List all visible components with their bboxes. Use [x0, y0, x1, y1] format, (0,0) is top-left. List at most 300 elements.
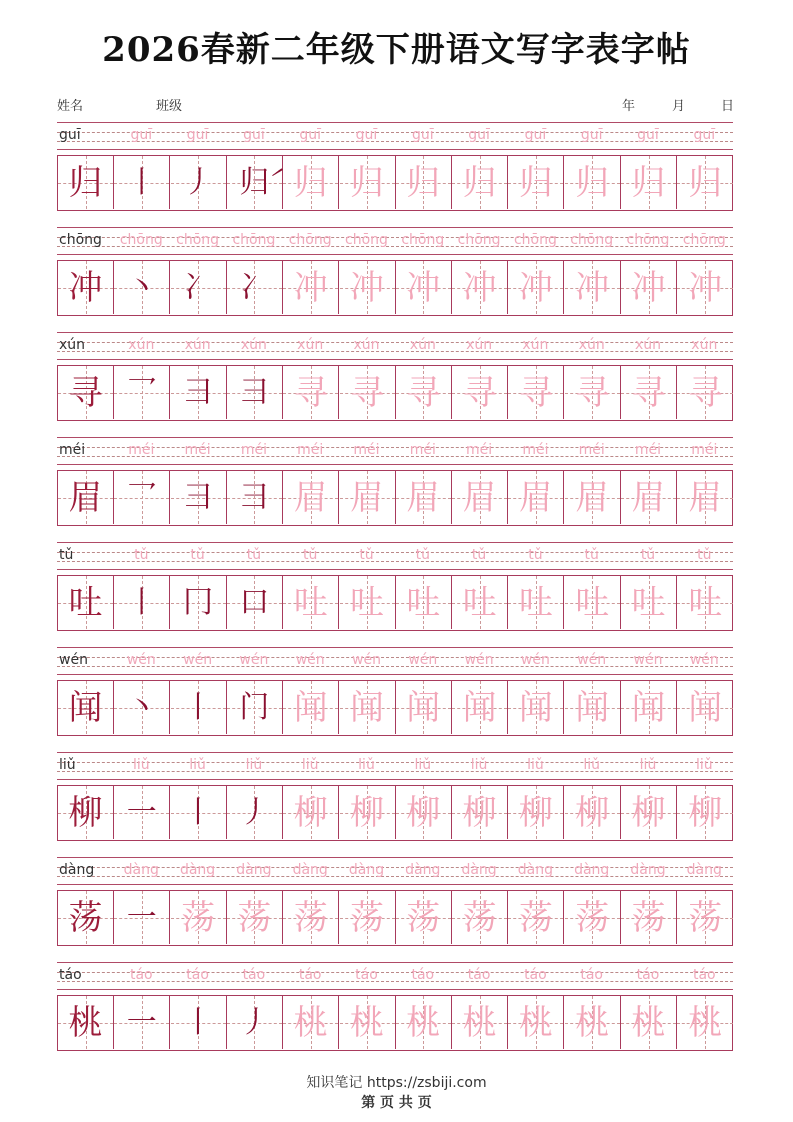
pinyin-trace: dàng [574, 862, 610, 878]
writing-cell[interactable] [58, 471, 114, 524]
trace-character: 归 [293, 162, 328, 203]
stroke-step: 丶 [126, 269, 157, 305]
month-label: 月 [672, 99, 686, 114]
writing-cell[interactable] [621, 471, 677, 524]
pinyin-row [57, 647, 733, 675]
pinyin-trace: xún [691, 337, 718, 353]
writing-cell[interactable] [452, 786, 508, 839]
pinyin-trace: táo [298, 967, 322, 983]
pinyin-trace: méi [578, 442, 605, 458]
writing-cell[interactable] [621, 891, 677, 944]
stroke-step: 一 [126, 794, 157, 830]
writing-cell[interactable] [283, 366, 339, 419]
writing-cell[interactable] [508, 786, 564, 839]
writing-cell[interactable] [227, 261, 283, 314]
writing-cell[interactable] [114, 576, 170, 629]
writing-cell[interactable] [396, 576, 452, 629]
writing-cell[interactable] [396, 156, 452, 209]
trace-character: 桃 [518, 1002, 553, 1043]
pinyin-trace: xún [240, 337, 267, 353]
pinyin-trace: liǔ [527, 757, 544, 773]
stroke-step: 丿 [183, 164, 214, 200]
pinyin-trace: liǔ [695, 757, 713, 773]
trace-character: 眉 [575, 477, 610, 518]
trace-character: 归 [631, 162, 666, 203]
writing-cell[interactable] [677, 471, 733, 524]
pinyin-trace: chōng [345, 232, 388, 248]
writing-cell[interactable] [227, 366, 283, 419]
stroke-step: 丨 [183, 689, 214, 725]
writing-cell[interactable] [565, 891, 621, 944]
trace-character: 闻 [350, 687, 384, 728]
pinyin-trace: guī [637, 127, 659, 143]
pinyin-trace: tǔ [528, 547, 543, 563]
writing-cell[interactable] [677, 576, 733, 629]
stroke-step: 一 [126, 1004, 157, 1040]
practice-row [57, 752, 733, 844]
writing-cell[interactable] [396, 471, 452, 524]
writing-cell[interactable] [677, 681, 733, 734]
pinyin-trace: liǔ [414, 757, 432, 773]
pinyin-trace: guī [299, 127, 322, 143]
writing-cell[interactable] [340, 996, 396, 1049]
trace-character: 眉 [406, 477, 441, 518]
model-character: 吐 [68, 582, 103, 623]
writing-cell[interactable] [114, 996, 170, 1049]
writing-cell[interactable] [621, 786, 677, 839]
pinyin-trace: méi [240, 442, 267, 458]
model-character: 寻 [68, 372, 103, 413]
year-label: 年 [622, 99, 636, 114]
pinyin-trace: tǔ [190, 547, 205, 563]
writing-cell[interactable] [565, 996, 621, 1049]
writing-cell[interactable] [508, 471, 564, 524]
writing-cell[interactable] [283, 996, 339, 1049]
writing-cell[interactable] [565, 681, 621, 734]
pinyin-trace: dàng [405, 862, 441, 878]
trace-character: 柳 [293, 792, 328, 833]
writing-cell[interactable] [565, 156, 621, 209]
writing-cell[interactable] [677, 786, 733, 839]
writing-cell[interactable] [58, 996, 114, 1049]
pinyin-trace: méi [184, 442, 211, 458]
trace-character: 柳 [406, 792, 441, 833]
writing-cell[interactable] [227, 996, 283, 1049]
writing-cell[interactable] [114, 156, 170, 209]
writing-cell[interactable] [565, 786, 621, 839]
writing-cell[interactable] [58, 576, 114, 629]
pinyin-trace: xún [578, 337, 605, 353]
writing-cell[interactable] [171, 261, 227, 314]
pinyin-trace: dàng [686, 862, 722, 878]
pinyin-trace: tǔ [134, 547, 149, 563]
writing-cell[interactable] [508, 996, 564, 1049]
stroke-step: ⺕ [183, 479, 214, 515]
trace-character: 闻 [575, 687, 610, 728]
pinyin-trace: táo [411, 967, 435, 983]
practice-row [57, 332, 733, 424]
writing-cell[interactable] [621, 366, 677, 419]
trace-character: 荡 [181, 897, 216, 938]
writing-grid [57, 575, 733, 631]
stroke-step: 丨 [183, 1004, 214, 1040]
writing-cell[interactable] [396, 366, 452, 419]
practice-row [57, 227, 733, 319]
stroke-step: 丶 [126, 689, 157, 725]
pinyin-trace: tǔ [584, 547, 599, 563]
trace-character: 桃 [631, 1002, 666, 1043]
trace-character: 寻 [293, 372, 328, 413]
writing-cell[interactable] [171, 996, 227, 1049]
trace-character: 闻 [688, 687, 723, 728]
pinyin-trace: wén [239, 652, 269, 668]
writing-cell[interactable] [677, 996, 733, 1049]
trace-character: 归 [575, 162, 610, 203]
writing-cell[interactable] [58, 891, 114, 944]
stroke-step: ⺕ [239, 479, 270, 515]
trace-character: 桃 [575, 1002, 610, 1043]
stroke-step: 口 [239, 584, 270, 620]
writing-cell[interactable] [621, 681, 677, 734]
writing-cell[interactable] [114, 891, 170, 944]
trace-character: 眉 [350, 477, 384, 518]
writing-cell[interactable] [171, 471, 227, 524]
writing-cell[interactable] [396, 681, 452, 734]
writing-cell[interactable] [171, 891, 227, 944]
practice-row [57, 122, 733, 214]
pinyin-row [57, 857, 733, 885]
trace-character: 桃 [350, 1002, 384, 1043]
writing-cell[interactable] [283, 471, 339, 524]
pinyin-trace: méi [522, 442, 549, 458]
writing-cell[interactable] [283, 681, 339, 734]
writing-cell[interactable] [114, 681, 170, 734]
pinyin-trace: tǔ [415, 547, 430, 563]
writing-cell[interactable] [283, 261, 339, 314]
pinyin-trace: dàng [236, 862, 272, 878]
writing-cell[interactable] [58, 681, 114, 734]
pinyin-row [57, 437, 733, 465]
pinyin-trace: chōng [513, 232, 557, 248]
writing-cell[interactable] [114, 261, 170, 314]
writing-cell[interactable] [621, 156, 677, 209]
writing-cell[interactable] [508, 681, 564, 734]
footer-page: 第 页 共 页 [361, 1095, 432, 1111]
practice-row [57, 857, 733, 949]
pinyin-trace: táo [580, 967, 603, 983]
trace-character: 荡 [293, 897, 328, 938]
writing-cell[interactable] [508, 366, 564, 419]
trace-character: 荡 [575, 897, 610, 938]
trace-character: 冲 [406, 267, 441, 308]
pinyin-trace: dàng [123, 862, 159, 878]
trace-character: 冲 [462, 267, 497, 308]
trace-character: 荡 [237, 897, 272, 938]
writing-cell[interactable] [283, 891, 339, 944]
writing-cell[interactable] [340, 156, 396, 209]
writing-cell[interactable] [340, 681, 396, 734]
model-character: 眉 [68, 477, 103, 518]
footer-site: 知识笔记 https://zsbiji.com [306, 1075, 487, 1091]
trace-character: 寻 [631, 372, 666, 413]
pinyin-trace: wén [520, 652, 550, 668]
writing-grid [57, 365, 733, 421]
trace-character: 冲 [518, 267, 553, 308]
pinyin-trace: tǔ [697, 547, 712, 563]
pinyin-label: chōng [59, 232, 102, 248]
writing-cell[interactable] [452, 681, 508, 734]
writing-cell[interactable] [227, 156, 283, 209]
trace-character: 吐 [293, 582, 328, 623]
trace-character: 吐 [462, 582, 497, 623]
pinyin-row [57, 962, 733, 990]
writing-grid [57, 470, 733, 526]
writing-cell[interactable] [171, 681, 227, 734]
pinyin-trace: guī [130, 127, 153, 143]
writing-cell[interactable] [58, 156, 114, 209]
trace-character: 荡 [350, 897, 384, 938]
writing-cell[interactable] [227, 576, 283, 629]
writing-cell[interactable] [452, 261, 508, 314]
stroke-step: 乛 [126, 374, 157, 410]
pinyin-trace: méi [353, 442, 380, 458]
trace-character: 寻 [462, 372, 497, 413]
writing-cell[interactable] [227, 471, 283, 524]
writing-grid [57, 890, 733, 946]
trace-character: 荡 [518, 897, 553, 938]
writing-cell[interactable] [508, 576, 564, 629]
trace-character: 吐 [631, 582, 666, 623]
trace-character: 冲 [631, 267, 666, 308]
pinyin-trace: méi [409, 442, 436, 458]
pinyin-trace: guī [580, 127, 603, 143]
stroke-step: 一 [126, 899, 157, 935]
pinyin-trace: xún [634, 337, 662, 353]
trace-character: 眉 [518, 477, 553, 518]
pinyin-row [57, 752, 733, 780]
pinyin-trace: dàng [517, 862, 553, 878]
writing-cell[interactable] [340, 261, 396, 314]
name-label: 姓名 [57, 99, 84, 114]
pinyin-trace: dàng [461, 862, 497, 878]
trace-character: 吐 [575, 582, 610, 623]
pinyin-row [57, 227, 733, 255]
pinyin-trace: xún [409, 337, 436, 353]
pinyin-trace: tǔ [246, 547, 262, 563]
writing-cell[interactable] [340, 786, 396, 839]
pinyin-trace: chōng [401, 232, 445, 248]
writing-cell[interactable] [452, 891, 508, 944]
stroke-step: 丿 [239, 1004, 270, 1040]
writing-cell[interactable] [621, 576, 677, 629]
writing-cell[interactable] [565, 471, 621, 524]
writing-cell[interactable] [227, 681, 283, 734]
writing-cell[interactable] [58, 786, 114, 839]
trace-character: 荡 [631, 897, 666, 938]
pinyin-trace: chōng [232, 232, 276, 248]
pinyin-label: méi [59, 442, 86, 458]
writing-cell[interactable] [677, 156, 733, 209]
pinyin-trace: chōng [176, 232, 220, 248]
stroke-step: 丨 [183, 794, 214, 830]
pinyin-trace: táo [355, 967, 378, 983]
pinyin-label: tǔ [59, 547, 74, 563]
pinyin-trace: táo [692, 967, 716, 983]
pinyin-trace: méi [466, 442, 493, 458]
writing-cell[interactable] [677, 261, 733, 314]
trace-character: 眉 [631, 477, 666, 518]
writing-cell[interactable] [171, 366, 227, 419]
writing-cell[interactable] [171, 786, 227, 839]
writing-cell[interactable] [452, 576, 508, 629]
writing-cell[interactable] [565, 576, 621, 629]
trace-character: 吐 [406, 582, 441, 623]
pinyin-trace: xún [128, 337, 155, 353]
trace-character: 柳 [518, 792, 553, 833]
stroke-step: 丿 [239, 794, 270, 830]
stroke-step: 丨 [126, 584, 157, 620]
pinyin-trace: chōng [626, 232, 670, 248]
writing-cell[interactable] [508, 261, 564, 314]
pinyin-trace: tǔ [359, 547, 374, 563]
writing-cell[interactable] [396, 261, 452, 314]
writing-cell[interactable] [283, 576, 339, 629]
trace-character: 冲 [688, 267, 723, 308]
writing-cell[interactable] [396, 891, 452, 944]
pinyin-trace: xún [466, 337, 493, 353]
trace-character: 闻 [462, 687, 497, 728]
practice-row [57, 647, 733, 739]
writing-cell[interactable] [171, 576, 227, 629]
writing-cell[interactable] [452, 366, 508, 419]
pinyin-trace: guī [243, 127, 265, 143]
trace-character: 冲 [350, 267, 384, 308]
pinyin-row [57, 122, 733, 150]
pinyin-trace: dàng [179, 862, 216, 878]
trace-character: 冲 [575, 267, 610, 308]
pinyin-trace: méi [691, 442, 718, 458]
pinyin-label: wén [59, 652, 88, 668]
pinyin-trace: xún [297, 337, 324, 353]
trace-character: 闻 [406, 687, 441, 728]
writing-cell[interactable] [677, 366, 733, 419]
writing-grid [57, 680, 733, 736]
pinyin-trace: guī [186, 127, 209, 143]
writing-cell[interactable] [677, 891, 733, 944]
pinyin-trace: dàng [292, 862, 328, 878]
writing-cell[interactable] [227, 891, 283, 944]
stroke-step: 乛 [126, 479, 157, 515]
practice-row [57, 437, 733, 529]
writing-cell[interactable] [114, 366, 170, 419]
trace-character: 归 [518, 162, 553, 203]
pinyin-trace: wén [633, 652, 663, 668]
model-character: 柳 [68, 792, 103, 833]
pinyin-trace: guī [468, 127, 490, 143]
pinyin-trace: wén [126, 652, 156, 668]
trace-character: 眉 [462, 477, 497, 518]
writing-cell[interactable] [565, 366, 621, 419]
pinyin-trace: tǔ [471, 547, 487, 563]
pinyin-trace: tǔ [303, 547, 318, 563]
writing-cell[interactable] [621, 996, 677, 1049]
pinyin-trace: liǔ [639, 757, 657, 773]
pinyin-trace: méi [128, 442, 155, 458]
pinyin-trace: liǔ [301, 757, 319, 773]
writing-cell[interactable] [283, 786, 339, 839]
writing-cell[interactable] [396, 996, 452, 1049]
writing-grid [57, 785, 733, 841]
writing-cell[interactable] [58, 366, 114, 419]
trace-character: 柳 [462, 792, 497, 833]
trace-character: 柳 [575, 792, 610, 833]
pinyin-trace: guī [693, 127, 716, 143]
pinyin-trace: táo [129, 967, 153, 983]
pinyin-trace: liǔ [583, 757, 601, 773]
pinyin-trace: méi [297, 442, 324, 458]
writing-cell[interactable] [283, 156, 339, 209]
practice-row [57, 542, 733, 634]
trace-character: 寻 [406, 372, 441, 413]
writing-cell[interactable] [565, 261, 621, 314]
pinyin-row [57, 542, 733, 570]
trace-character: 寻 [350, 372, 384, 413]
trace-character: 桃 [462, 1002, 497, 1043]
pinyin-trace: táo [524, 967, 547, 983]
writing-cell[interactable] [227, 786, 283, 839]
stroke-step: 冫 [183, 269, 214, 305]
day-label: 日 [721, 99, 735, 114]
writing-cell[interactable] [114, 786, 170, 839]
writing-grid [57, 260, 733, 316]
writing-cell[interactable] [452, 996, 508, 1049]
trace-character: 眉 [688, 477, 723, 518]
writing-cell[interactable] [340, 891, 396, 944]
pinyin-trace: xún [353, 337, 380, 353]
writing-cell[interactable] [396, 786, 452, 839]
trace-character: 柳 [631, 792, 666, 833]
writing-cell[interactable] [171, 156, 227, 209]
writing-cell[interactable] [508, 891, 564, 944]
writing-cell[interactable] [508, 156, 564, 209]
stroke-step: 冫 [239, 269, 270, 305]
writing-cell[interactable] [114, 471, 170, 524]
writing-cell[interactable] [340, 471, 396, 524]
model-character: 桃 [68, 1002, 103, 1043]
trace-character: 桃 [293, 1002, 328, 1043]
writing-cell[interactable] [340, 576, 396, 629]
trace-character: 闻 [631, 687, 666, 728]
stroke-step: 门 [239, 689, 270, 725]
pinyin-trace: táo [636, 967, 660, 983]
pinyin-label: dàng [59, 862, 95, 878]
trace-character: 荡 [688, 897, 723, 938]
writing-cell[interactable] [452, 471, 508, 524]
trace-character: 闻 [518, 687, 553, 728]
trace-character: 归 [462, 162, 497, 203]
writing-cell[interactable] [340, 366, 396, 419]
pinyin-trace: chōng [570, 232, 614, 248]
writing-cell[interactable] [452, 156, 508, 209]
writing-cell[interactable] [621, 261, 677, 314]
trace-character: 寻 [688, 372, 723, 413]
writing-cell[interactable] [58, 261, 114, 314]
stroke-step: ⺕ [183, 374, 214, 410]
pinyin-trace: dàng [348, 862, 385, 878]
pinyin-trace: wén [295, 652, 325, 668]
pinyin-trace: wén [464, 652, 494, 668]
pinyin-trace: wén [689, 652, 719, 668]
